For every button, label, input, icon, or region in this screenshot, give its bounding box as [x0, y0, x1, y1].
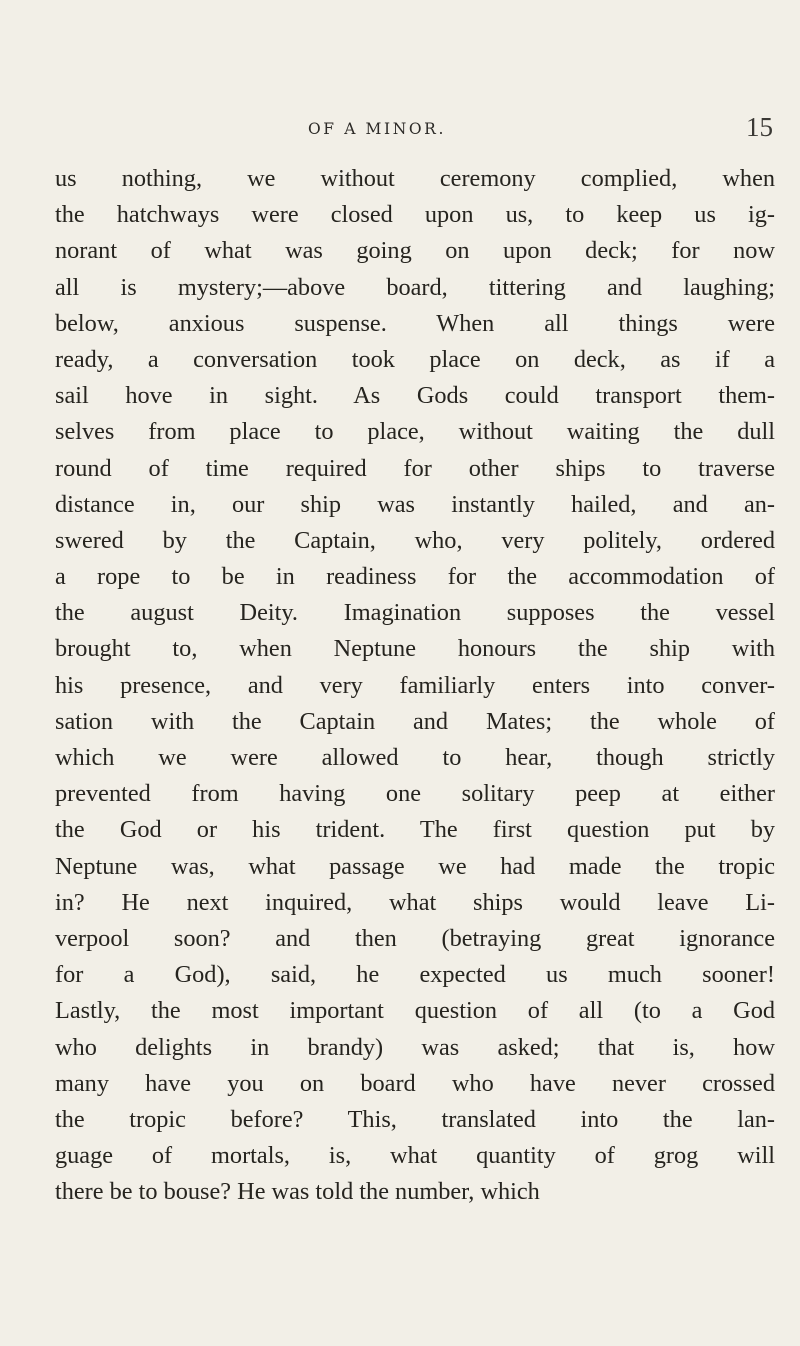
text-line: round of time required for other ships to traverse [55, 454, 775, 482]
text-line: a rope to be in readiness for the accommodation of [55, 563, 775, 591]
text-line: sail hove in sight. As Gods could transport them- [55, 382, 775, 410]
text-line: many have you on board who have never crossed [55, 1069, 775, 1097]
text-line: the hatchways were closed upon us, to keep us ig- [55, 201, 775, 229]
text-line: distance in, our ship was instantly hailed, and an- [55, 490, 775, 518]
running-head-title: OF A MINOR. [308, 120, 446, 138]
text-line: Neptune was, what passage we had made the tropic [55, 852, 775, 880]
body-text [55, 161, 775, 1210]
text-line: norant of what was going on upon deck; for now [55, 237, 775, 265]
text-line: which we were allowed to hear, though strictly [55, 744, 775, 771]
text-line: guage of mortals, is, what quantity of grog will [55, 1142, 775, 1170]
text-line: verpool soon? and then (betraying great ignorance [55, 924, 775, 952]
text-line: below, anxious suspense. When all things were [55, 309, 775, 337]
text-line: ready, a conversation took place on deck, as if a [55, 345, 775, 373]
text-line: us nothing, we without ceremony complied, when [55, 165, 775, 192]
text-line: in? He next inquired, what ships would leave Li- [55, 888, 775, 916]
text-line: selves from place to place, without waiting the dull [55, 418, 775, 446]
running-head [0, 110, 800, 150]
text-line: all is mystery;—above board, tittering and laughing; [55, 273, 775, 301]
text-line: there be to bouse? He was told the number, which [55, 1178, 540, 1206]
text-line: Lastly, the most important question of all (to a God [55, 997, 775, 1025]
text-line: who delights in brandy) was asked; that is, how [55, 1033, 775, 1061]
text-line: for a God), said, he expected us much sooner! [55, 961, 775, 989]
text-line: the august Deity. Imagination supposes the vessel [55, 599, 775, 627]
text-line: his presence, and very familiarly enters into conver- [55, 671, 775, 699]
text-line: brought to, when Neptune honours the ship with [55, 635, 775, 663]
text-line: sation with the Captain and Mates; the whole of [55, 707, 775, 735]
text-line: swered by the Captain, who, very politely, ordered [55, 526, 775, 554]
text-line: the God or his trident. The first question put by [55, 816, 775, 844]
text-line: the tropic before? This, translated into the lan- [55, 1105, 775, 1133]
page-number: 15 [746, 112, 773, 142]
text-line: prevented from having one solitary peep at either [55, 780, 775, 808]
